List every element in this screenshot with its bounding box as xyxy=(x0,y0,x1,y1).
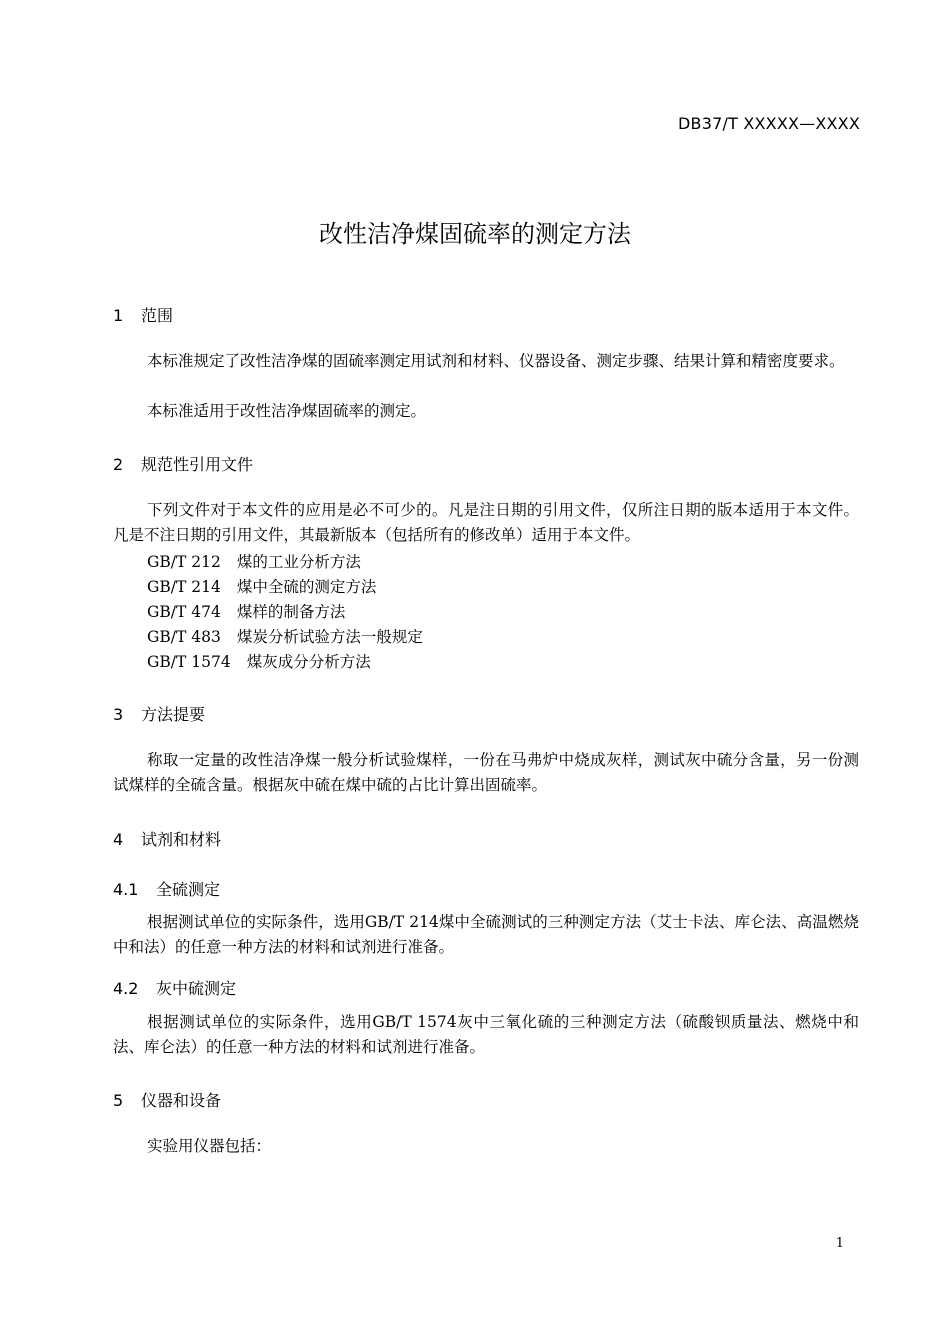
section-number: 2 xyxy=(113,455,124,474)
standard-code: DB37/T XXXXX—XXXX xyxy=(678,114,860,133)
section-title: 方法提要 xyxy=(141,705,206,724)
section-number: 1 xyxy=(113,306,124,325)
section-number: 4 xyxy=(113,830,124,849)
reference-item xyxy=(147,625,423,647)
subsection-number: 4.2 xyxy=(113,979,139,998)
reference-title: 煤炭分析试验方法一般规定 xyxy=(236,628,423,646)
subsection-title: 灰中硫测定 xyxy=(156,979,237,998)
reference-title: 煤中全硫的测定方法 xyxy=(236,578,377,596)
reference-item xyxy=(147,600,345,622)
document-title: 改性洁净煤固硫率的测定方法 xyxy=(319,220,631,248)
paragraph: 本标准适用于改性洁净煤固硫率的测定。 xyxy=(147,402,427,420)
section-title: 范围 xyxy=(141,306,174,325)
reference-item xyxy=(147,650,371,672)
reference-item xyxy=(147,575,376,597)
reference-title: 煤样的制备方法 xyxy=(236,603,346,621)
reference-code: GB/T 483 xyxy=(147,628,221,646)
reference-code: GB/T 214 xyxy=(147,578,221,596)
section-5-heading xyxy=(113,1088,221,1111)
page-number: 1 xyxy=(835,1236,844,1251)
reference-code: GB/T 474 xyxy=(147,603,221,621)
reference-title: 煤灰成分分析方法 xyxy=(246,653,371,671)
paragraph: 下列文件对于本文件的应用是必不可少的。凡是注日期的引用文件，仅所注日期的版本适用于本文件。凡是不注日期的引用文件，其最新版本（包括所有的修改单）适用于本文件。 xyxy=(113,501,859,544)
reference-code: GB/T 212 xyxy=(147,553,221,571)
reference-code: GB/T 1574 xyxy=(147,653,231,671)
subsection-title: 全硫测定 xyxy=(156,880,221,899)
paragraph: 根据测试单位的实际条件，选用GB/T 1574灰中三氧化硫的三种测定方法（硫酸钡质量法、燃烧中和法、库仑法）的任意一种方法的材料和试剂进行准备。 xyxy=(113,1013,859,1056)
subsection-4-1-heading xyxy=(113,877,220,900)
paragraph: 称取一定量的改性洁净煤一般分析试验煤样，一份在马弗炉中烧成灰样，测试灰中硫分含量，另一份测试煤样的全硫含量。根据灰中硫在煤中硫的占比计算出固硫率。 xyxy=(113,751,859,794)
section-3-heading xyxy=(113,702,205,725)
paragraph: 本标准规定了改性洁净煤的固硫率测定用试剂和材料、仪器设备、测定步骤、结果计算和精密度要求。 xyxy=(147,352,845,370)
reference-item xyxy=(147,550,361,572)
section-1-heading xyxy=(113,303,173,326)
section-2-heading xyxy=(113,452,253,475)
section-number: 3 xyxy=(113,705,124,724)
subsection-number: 4.1 xyxy=(113,880,139,899)
reference-title: 煤的工业分析方法 xyxy=(236,553,361,571)
section-4-heading xyxy=(113,827,221,850)
section-title: 规范性引用文件 xyxy=(141,455,254,474)
section-title: 试剂和材料 xyxy=(141,830,222,849)
paragraph: 根据测试单位的实际条件，选用GB/T 214煤中全硫测试的三种测定方法（艾士卡法、库仑法、高温燃烧中和法）的任意一种方法的材料和试剂进行准备。 xyxy=(113,913,859,956)
paragraph: 实验用仪器包括： xyxy=(147,1137,272,1155)
subsection-4-2-heading xyxy=(113,976,236,999)
section-title: 仪器和设备 xyxy=(141,1091,222,1110)
section-number: 5 xyxy=(113,1091,124,1110)
